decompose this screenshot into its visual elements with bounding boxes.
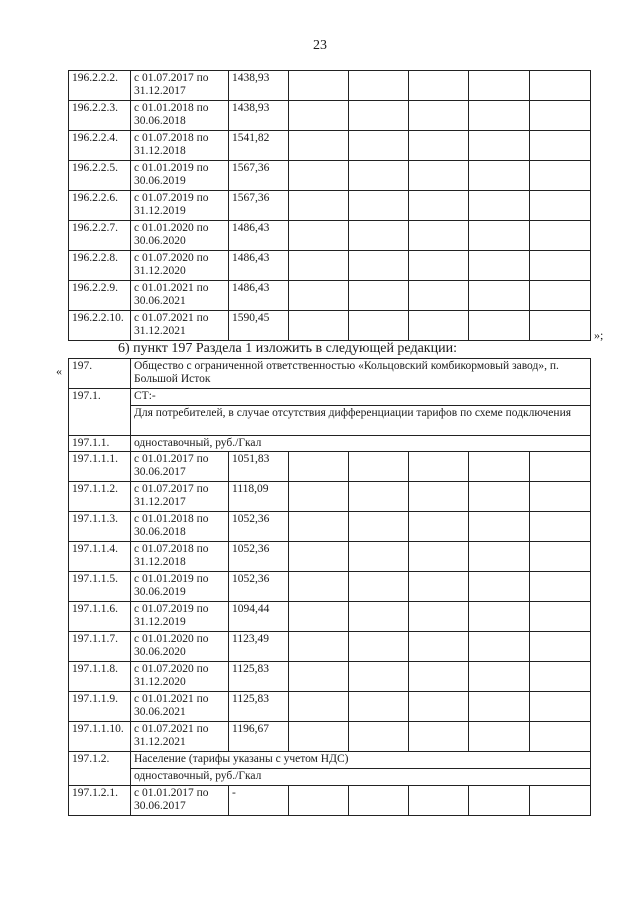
empty-cell: [530, 191, 591, 221]
st-row: [69, 389, 591, 406]
empty-cell: [349, 452, 409, 482]
value-cell: 1094,44: [229, 602, 289, 632]
empty-cell: [409, 161, 469, 191]
value-cell: 1486,43: [229, 251, 289, 281]
value-cell: 1118,09: [229, 482, 289, 512]
empty-cell: [349, 692, 409, 722]
empty-cell: [469, 602, 530, 632]
table-row: [69, 722, 591, 752]
tariff-table-197: [68, 358, 591, 816]
empty-cell: [530, 662, 591, 692]
empty-cell: [530, 632, 591, 662]
single-rate-label-2: одноставочный, руб./Гкал: [131, 769, 591, 786]
period-cell: с 01.01.2018 по 30.06.2018: [131, 101, 229, 131]
empty-cell: [289, 101, 349, 131]
empty-cell: [409, 722, 469, 752]
empty-cell: [349, 482, 409, 512]
row-number: 197.1.1.3.: [69, 512, 131, 542]
empty-cell: [469, 482, 530, 512]
empty-cell: [349, 512, 409, 542]
empty-cell: [530, 482, 591, 512]
table-row: [69, 131, 591, 161]
empty-cell: [289, 722, 349, 752]
empty-cell: [349, 191, 409, 221]
empty-cell: [349, 251, 409, 281]
empty-cell: [349, 542, 409, 572]
empty-cell: [469, 452, 530, 482]
empty-cell: [530, 281, 591, 311]
empty-cell: [530, 602, 591, 632]
table-row: [69, 632, 591, 662]
empty-cell: [409, 281, 469, 311]
table-row: [69, 311, 591, 341]
empty-cell: [409, 131, 469, 161]
row-number: 197.1.1.1.: [69, 452, 131, 482]
row-number: 196.2.2.3.: [69, 101, 131, 131]
empty-cell: [349, 662, 409, 692]
row-number: 197.1.2.: [69, 752, 131, 786]
period-cell: с 01.07.2020 по 31.12.2020: [131, 251, 229, 281]
empty-cell: [530, 311, 591, 341]
row-number: 197.1.2.1.: [69, 786, 131, 816]
empty-cell: [289, 251, 349, 281]
empty-cell: [469, 311, 530, 341]
table-row: [69, 281, 591, 311]
empty-cell: [530, 572, 591, 602]
empty-cell: [289, 602, 349, 632]
empty-cell: [349, 311, 409, 341]
tariff-table-196: [68, 70, 591, 341]
empty-cell: [530, 251, 591, 281]
empty-cell: [289, 452, 349, 482]
empty-cell: [349, 786, 409, 816]
empty-cell: [469, 161, 530, 191]
row-number: 197.1.1.7.: [69, 632, 131, 662]
period-cell: с 01.07.2021 по 31.12.2021: [131, 311, 229, 341]
empty-cell: [530, 542, 591, 572]
table-row: [69, 512, 591, 542]
table-row: [69, 542, 591, 572]
empty-cell: [530, 692, 591, 722]
empty-cell: [409, 512, 469, 542]
empty-cell: [289, 482, 349, 512]
consumers-row: [69, 406, 591, 436]
opening-quote: «: [56, 364, 62, 378]
empty-cell: [409, 251, 469, 281]
table-row: [69, 602, 591, 632]
empty-cell: [349, 101, 409, 131]
period-cell: с 01.07.2017 по 31.12.2017: [131, 482, 229, 512]
row-number: 196.2.2.10.: [69, 311, 131, 341]
empty-cell: [289, 692, 349, 722]
period-cell: с 01.01.2021 по 30.06.2021: [131, 692, 229, 722]
empty-cell: [530, 101, 591, 131]
empty-cell: [289, 131, 349, 161]
value-cell: 1125,83: [229, 662, 289, 692]
row-number: 196.2.2.7.: [69, 221, 131, 251]
empty-cell: [289, 512, 349, 542]
empty-cell: [469, 572, 530, 602]
row-number: 197.1.1.4.: [69, 542, 131, 572]
empty-cell: [530, 452, 591, 482]
empty-cell: [530, 71, 591, 101]
row-number: 196.2.2.4.: [69, 131, 131, 161]
empty-cell: [530, 722, 591, 752]
empty-cell: [530, 512, 591, 542]
table-row: [69, 482, 591, 512]
empty-cell: [469, 512, 530, 542]
row-number: 196.2.2.9.: [69, 281, 131, 311]
table-row: [69, 452, 591, 482]
period-cell: с 01.07.2020 по 31.12.2020: [131, 662, 229, 692]
empty-cell: [349, 221, 409, 251]
period-cell: с 01.01.2020 по 30.06.2020: [131, 632, 229, 662]
row-number: 196.2.2.6.: [69, 191, 131, 221]
empty-cell: [409, 191, 469, 221]
row-number: 197.1.1.2.: [69, 482, 131, 512]
row-number: 196.2.2.5.: [69, 161, 131, 191]
empty-cell: [349, 572, 409, 602]
consumers-label: Для потребителей, в случае отсутствия дифференциации тарифов по схеме подключения: [131, 406, 591, 436]
table-row: [69, 786, 591, 816]
value-cell: 1196,67: [229, 722, 289, 752]
period-cell: с 01.01.2017 по 30.06.2017: [131, 452, 229, 482]
empty-cell: [409, 542, 469, 572]
row-number: 197.: [69, 359, 131, 389]
empty-cell: [349, 71, 409, 101]
value-cell: 1123,49: [229, 632, 289, 662]
row-number: 196.2.2.2.: [69, 71, 131, 101]
empty-cell: [469, 662, 530, 692]
row-number: 196.2.2.8.: [69, 251, 131, 281]
empty-cell: [409, 602, 469, 632]
empty-cell: [289, 786, 349, 816]
value-cell: 1590,45: [229, 311, 289, 341]
population-row: [69, 752, 591, 769]
row-number: 197.1.1.9.: [69, 692, 131, 722]
value-cell: 1125,83: [229, 692, 289, 722]
empty-cell: [469, 722, 530, 752]
value-cell: 1052,36: [229, 572, 289, 602]
value-cell: 1567,36: [229, 161, 289, 191]
empty-cell: [530, 161, 591, 191]
empty-cell: [530, 786, 591, 816]
empty-cell: [530, 221, 591, 251]
period-cell: с 01.01.2020 по 30.06.2020: [131, 221, 229, 251]
value-cell: 1486,43: [229, 221, 289, 251]
period-cell: с 01.07.2019 по 31.12.2019: [131, 191, 229, 221]
organization-name: Общество с ограниченной ответственностью «Кольцовский комбикормовый завод», п. Большой Исток: [131, 359, 591, 389]
row-number: 197.1.1.10.: [69, 722, 131, 752]
empty-cell: [409, 71, 469, 101]
empty-cell: [289, 221, 349, 251]
empty-cell: [349, 281, 409, 311]
value-cell: 1052,36: [229, 512, 289, 542]
empty-cell: [409, 101, 469, 131]
st-label: СТ:-: [131, 389, 591, 406]
period-cell: с 01.07.2019 по 31.12.2019: [131, 602, 229, 632]
empty-cell: [349, 131, 409, 161]
table-row: [69, 161, 591, 191]
period-cell: с 01.07.2018 по 31.12.2018: [131, 542, 229, 572]
empty-cell: [469, 632, 530, 662]
row-number: 197.1.1.8.: [69, 662, 131, 692]
table-row: [69, 191, 591, 221]
value-cell: 1486,43: [229, 281, 289, 311]
single-rate-label: одноставочный, руб./Гкал: [131, 436, 591, 452]
empty-cell: [289, 71, 349, 101]
empty-cell: [289, 632, 349, 662]
period-cell: с 01.07.2017 по 31.12.2017: [131, 71, 229, 101]
empty-cell: [409, 786, 469, 816]
single-rate-row: [69, 436, 591, 452]
empty-cell: [469, 281, 530, 311]
empty-cell: [469, 131, 530, 161]
closing-quote: »;: [594, 328, 604, 342]
empty-cell: [409, 572, 469, 602]
empty-cell: [349, 722, 409, 752]
empty-cell: [409, 662, 469, 692]
empty-cell: [289, 542, 349, 572]
empty-cell: [409, 482, 469, 512]
empty-cell: [469, 71, 530, 101]
org-row: [69, 359, 591, 389]
table-row: [69, 662, 591, 692]
empty-cell: [530, 131, 591, 161]
empty-cell: [409, 632, 469, 662]
value-cell: 1438,93: [229, 101, 289, 131]
empty-cell: [409, 221, 469, 251]
table-row: [69, 101, 591, 131]
empty-cell: [469, 251, 530, 281]
value-cell: 1051,83: [229, 452, 289, 482]
empty-cell: [469, 191, 530, 221]
value-cell: 1567,36: [229, 191, 289, 221]
empty-cell: [469, 101, 530, 131]
empty-cell: [349, 161, 409, 191]
empty-cell: [469, 542, 530, 572]
empty-cell: [469, 692, 530, 722]
empty-cell: [289, 191, 349, 221]
amendment-instruction: 6) пункт 197 Раздела 1 изложить в следующей редакции:: [118, 341, 457, 356]
period-cell: с 01.07.2018 по 31.12.2018: [131, 131, 229, 161]
population-label: Население (тарифы указаны с учетом НДС): [131, 752, 591, 769]
table-row: [69, 71, 591, 101]
row-number: 197.1.1.6.: [69, 602, 131, 632]
empty-cell: [469, 221, 530, 251]
empty-cell: [289, 311, 349, 341]
value-cell: -: [229, 786, 289, 816]
single-rate-row-2: [69, 769, 591, 786]
period-cell: с 01.01.2021 по 30.06.2021: [131, 281, 229, 311]
empty-cell: [469, 786, 530, 816]
period-cell: с 01.01.2018 по 30.06.2018: [131, 512, 229, 542]
table-row: [69, 221, 591, 251]
empty-cell: [289, 281, 349, 311]
period-cell: с 01.01.2019 по 30.06.2019: [131, 161, 229, 191]
empty-cell: [349, 602, 409, 632]
table-row: [69, 572, 591, 602]
empty-cell: [289, 662, 349, 692]
empty-cell: [289, 161, 349, 191]
empty-cell: [409, 311, 469, 341]
period-cell: с 01.07.2021 по 31.12.2021: [131, 722, 229, 752]
value-cell: 1541,82: [229, 131, 289, 161]
row-number: 197.1.1.: [69, 436, 131, 452]
table-row: [69, 692, 591, 722]
value-cell: 1052,36: [229, 542, 289, 572]
period-cell: с 01.01.2019 по 30.06.2019: [131, 572, 229, 602]
row-number: 197.1.: [69, 389, 131, 436]
empty-cell: [289, 572, 349, 602]
empty-cell: [409, 452, 469, 482]
empty-cell: [409, 692, 469, 722]
row-number: 197.1.1.5.: [69, 572, 131, 602]
table-row: [69, 251, 591, 281]
empty-cell: [349, 632, 409, 662]
value-cell: 1438,93: [229, 71, 289, 101]
period-cell: с 01.01.2017 по 30.06.2017: [131, 786, 229, 816]
page-number: 23: [313, 38, 327, 53]
